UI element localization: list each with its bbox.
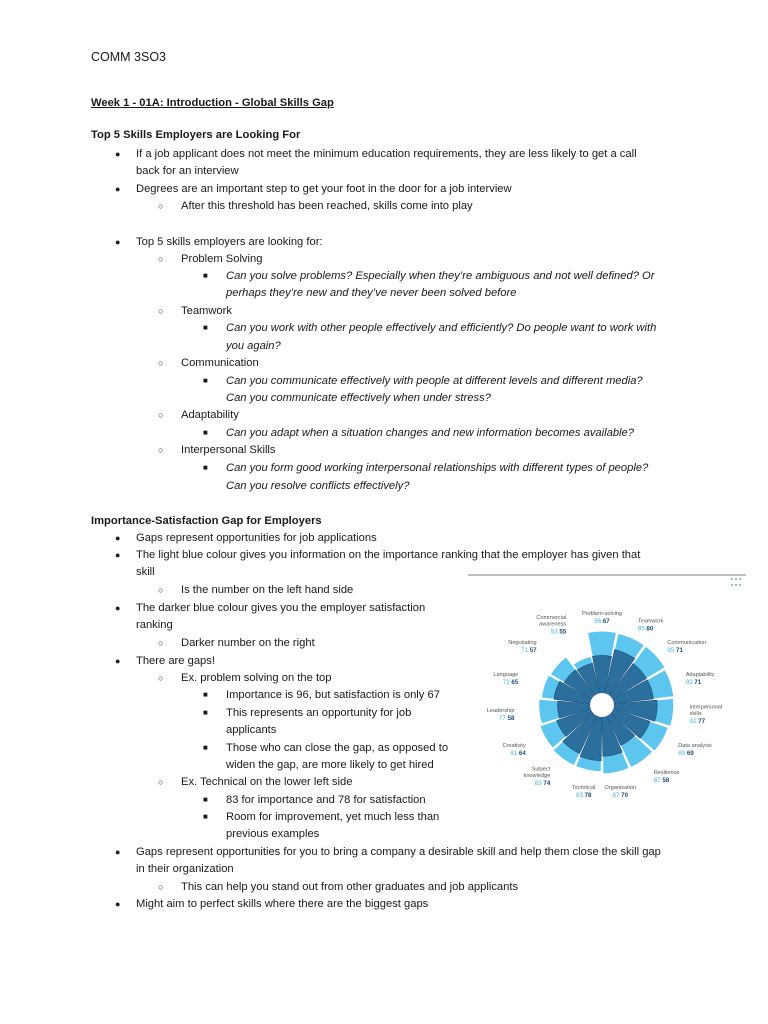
- wheel-center-hole: [590, 693, 614, 717]
- skill-name: Adaptability: [181, 409, 239, 421]
- bullet-mark: ●: [115, 237, 121, 247]
- sub-bullet-text: This can help you stand out from other graduates and job applicants: [181, 881, 519, 893]
- square-mark: ■: [203, 323, 208, 332]
- skill-name: Problem Solving: [181, 253, 263, 265]
- circle-mark: ○: [158, 673, 164, 683]
- wheel-category-label: Commercial: [536, 615, 567, 622]
- wheel-value-label: 96 67: [594, 618, 610, 625]
- skill-question: perhaps they’re new and they’ve never been solved before: [226, 287, 517, 299]
- wheel-category-label: Organisation: [604, 785, 637, 792]
- wheel-value-label: 89 69: [678, 750, 694, 757]
- bullet-text: Gaps represent opportunities for you to bring a company a desirable skill and help them close the skill gap: [136, 846, 661, 858]
- skill-question: Can you form good working interpersonal relationships with different types of people?: [226, 462, 649, 474]
- skill-question: Can you work with other people effectively and efficiently? Do people want to work with: [226, 322, 657, 334]
- wheel-category-label: Resilience: [653, 770, 680, 777]
- wheel-category-label: skills: [689, 711, 702, 718]
- wheel-value-label: 73 65: [502, 678, 519, 686]
- wheel-value-label: 95 71: [667, 647, 683, 655]
- wheel-value-label: 87 70: [612, 792, 629, 800]
- sub-bullet-text: After this threshold has been reached, skills come into play: [181, 200, 473, 212]
- sub-bullet-text: Ex. problem solving on the top: [181, 672, 332, 684]
- square-mark: ■: [203, 376, 208, 385]
- skill-question: Can you adapt when a situation changes and new information becomes available?: [226, 427, 634, 439]
- circle-mark: ○: [158, 445, 164, 455]
- sub-bullet-text: Is the number on the left hand side: [181, 584, 354, 596]
- bullet-mark: ●: [115, 184, 121, 194]
- wheel-value-label: 53 55: [550, 628, 567, 636]
- wheel-category-label: Adaptability: [685, 671, 715, 678]
- skill-question: Can you communicate effectively with people at different levels and different media?: [226, 375, 643, 387]
- square-mark: ■: [203, 795, 208, 804]
- bullet-text: Top 5 skills employers are looking for:: [136, 236, 323, 248]
- wheel-category-label: Subject: [531, 766, 551, 773]
- wheel-category-label: Teamwork: [637, 618, 664, 625]
- bullet-text: The darker blue colour gives you the employer satisfaction: [136, 602, 426, 614]
- detail-text: Importance is 96, but satisfaction is only 67: [226, 689, 440, 701]
- detail-text: Those who can close the gap, as opposed to: [226, 742, 449, 754]
- wheel-value-label: 83 78: [575, 792, 592, 800]
- square-mark: ■: [203, 428, 208, 437]
- detail-text: Room for improvement, yet much less than: [226, 811, 440, 823]
- detail-text: applicants: [226, 724, 277, 736]
- bullet-text: skill: [136, 566, 155, 578]
- bullet-text: Gaps represent opportunities for job applications: [136, 532, 377, 544]
- wheel-category-label: Leadership: [486, 708, 515, 715]
- more-dots-icon: [731, 578, 741, 586]
- detail-text: 83 for importance and 78 for satisfaction: [226, 794, 426, 806]
- wheel-category-label: awareness: [539, 621, 567, 628]
- bullet-mark: ●: [115, 847, 121, 857]
- skill-question: Can you communicate effectively when under stress?: [226, 392, 491, 404]
- wheel-category-label: Interpersonal: [689, 704, 723, 711]
- circle-mark: ○: [158, 882, 164, 892]
- wheel-category-label: Creativity: [502, 743, 526, 749]
- sub-bullet-text: Ex. Technical on the lower left side: [181, 776, 353, 788]
- bullet-text: If a job applicant does not meet the minimum education requirements, they are less likely to get a call: [136, 148, 637, 160]
- wheel-category-label: Language: [493, 671, 519, 678]
- wheel-category-label: Technical: [572, 785, 596, 792]
- bullet-text: Might aim to perfect skills where there are the biggest gaps: [136, 898, 429, 910]
- wheel-value-label: 87 58: [653, 777, 670, 785]
- bullet-mark: ●: [115, 899, 121, 909]
- circle-mark: ○: [158, 585, 164, 595]
- bullet-text: in their organization: [136, 863, 234, 875]
- bullet-text: The light blue colour gives you information on the importance ranking that the employer has given that: [136, 549, 641, 561]
- wheel-category-label: Communication: [667, 640, 707, 647]
- wheel-category-label: knowledge: [523, 773, 551, 780]
- bullet-text: Degrees are an important step to get your foot in the door for a job interview: [136, 183, 512, 195]
- detail-text: widen the gap, are more likely to get hired: [226, 759, 434, 771]
- wheel-category-label: Negotiating: [508, 640, 537, 647]
- skill-question: Can you resolve conflicts effectively?: [226, 480, 410, 492]
- circle-mark: ○: [158, 777, 164, 787]
- square-mark: ■: [203, 690, 208, 699]
- bullet-mark: ●: [115, 149, 121, 159]
- bullet-text: back for an interview: [136, 165, 239, 177]
- bullet-mark: ●: [115, 533, 121, 543]
- detail-text: previous examples: [226, 828, 320, 840]
- circle-mark: ○: [158, 254, 164, 264]
- wheel-value-label: 93 71: [685, 678, 702, 686]
- wheel-category-label: Data analysis: [678, 743, 712, 749]
- square-mark: ■: [203, 812, 208, 821]
- sub-bullet-text: Darker number on the right: [181, 637, 315, 649]
- circle-mark: ○: [158, 410, 164, 420]
- detail-text: This represents an opportunity for job: [226, 707, 412, 719]
- week-title: Week 1 - 01A: Introduction - Global Skills Gap: [91, 97, 334, 109]
- wheel-category-label: Problem-solving: [581, 611, 623, 617]
- wheel-value-label: 92 77: [689, 718, 706, 726]
- bullet-mark: ●: [115, 603, 121, 613]
- wheel-value-label: 95 80: [637, 625, 654, 633]
- wheel-value-label: 81 64: [510, 750, 526, 757]
- skill-question: Can you solve problems? Especially when they’re ambiguous and not well defined? Or: [226, 270, 655, 282]
- wheel-value-label: 77 58: [498, 715, 515, 723]
- wheel-chart-svg: [468, 574, 746, 822]
- section1-heading: Top 5 Skills Employers are Looking For: [91, 129, 301, 141]
- circle-mark: ○: [158, 201, 164, 211]
- skill-name: Interpersonal Skills: [181, 444, 276, 456]
- square-mark: ■: [203, 463, 208, 472]
- circle-mark: ○: [158, 306, 164, 316]
- skill-question: you again?: [226, 340, 281, 352]
- skills-gap-wheel-chart: [468, 574, 746, 822]
- bullet-mark: ●: [115, 656, 121, 666]
- skill-name: Communication: [181, 357, 259, 369]
- wheel-value-label: 83 74: [534, 780, 551, 788]
- square-mark: ■: [203, 743, 208, 752]
- bullet-text: ranking: [136, 619, 173, 631]
- circle-mark: ○: [158, 358, 164, 368]
- circle-mark: ○: [158, 638, 164, 648]
- square-mark: ■: [203, 708, 208, 717]
- skill-name: Teamwork: [181, 305, 232, 317]
- wheel-value-label: 71 57: [521, 647, 537, 655]
- section2-heading: Importance-Satisfaction Gap for Employers: [91, 515, 322, 527]
- bullet-mark: ●: [115, 550, 121, 560]
- bullet-text: There are gaps!: [136, 655, 215, 667]
- course-code: COMM 3SO3: [91, 50, 167, 64]
- square-mark: ■: [203, 271, 208, 280]
